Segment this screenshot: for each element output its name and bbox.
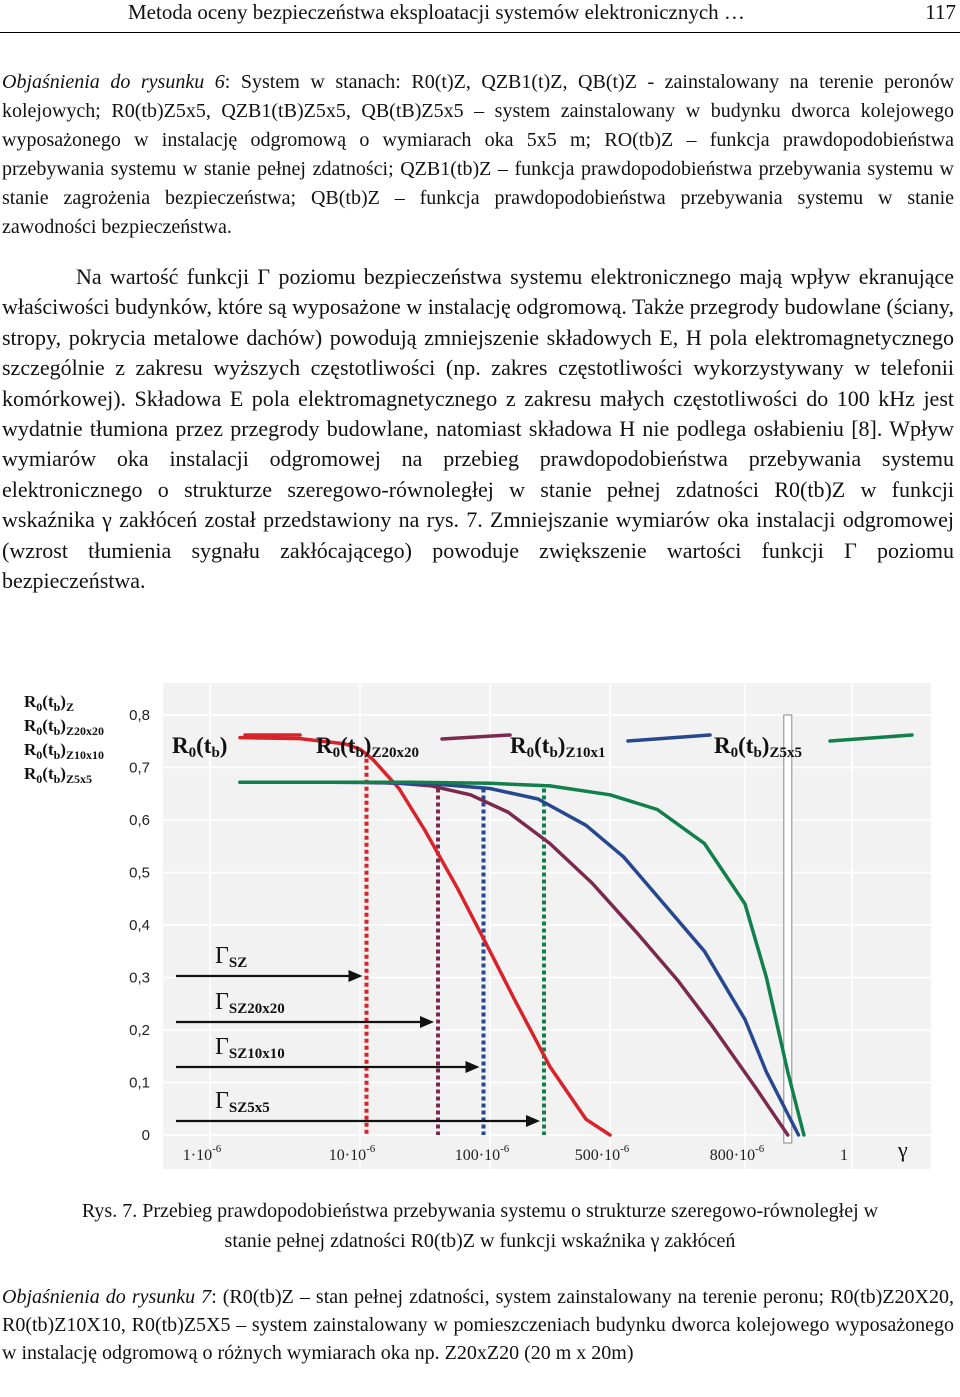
- x-axis-symbol: γ: [898, 1137, 908, 1162]
- explanation-6-lead: Objaśnienia do rysunku 6: [2, 71, 225, 93]
- x-tick-label: $1\cdot 10^{-6}$: [182, 1143, 222, 1164]
- page-number: 117: [925, 0, 956, 24]
- caption-line-2: stanie pełnej zdatności R0(tb)Z w funkcji wskaźnika γ zakłóceń: [224, 1230, 736, 1252]
- y-tick-label: 0,6: [129, 812, 150, 829]
- y-axis-label: $R_0(t_b)_{Z5x5}$: [24, 764, 92, 786]
- legend-label: R0(tb): [172, 733, 228, 761]
- chart-svg: [10, 683, 934, 1169]
- y-axis-label: $R_0(t_b)_Z$: [24, 692, 74, 714]
- explanation-6-text: : System w stanach: R0(t)Z, QZB1(t)Z, QB(t)Z - zainstalowany na terenie peronów kolejowych; R0(tb)Z5x5, QZB1(tB)Z5x5, QB(tB)Z5x5 – system zainstalowany w budynku dworca kolejowego wyposażonego w instalację odgromową o wymiarach oka 5x5 m; RO(tb)Z – funkcja prawdopodobieństwa przebywania systemu w stanie pełnej zdatności; QZB1(tb)Z – funkcja prawdopodobieństwa przebywania systemu w stanie zagrożenia bezpieczeństwa; QB(tb)Z – funkcja prawdopodobieństwa przebywania systemu w stanie zawodności bezpieczeństwa.: [2, 71, 955, 238]
- y-tick-label: 0,1: [129, 1074, 150, 1092]
- y-tick-label: 0: [141, 1127, 150, 1144]
- explanation-7-text: : (R0(tb)Z – stan pełnej zdatności, system zainstalowany na terenie peronu; R0(tb)Z20X20, R0(tb)Z10X10, R0(tb)Z5X5 – system zainstalowany w pomieszczeniach budynku dworca kolejowego wyposażonego w instalację odgromową o różnych wymiarach oka np. Z20xZ20 (20 m x 20m): [2, 1286, 954, 1364]
- y-axis-label: $R_0(t_b)_{Z20x20}$: [24, 716, 104, 738]
- x-tick-label: $500\cdot 10^{-6}$: [574, 1143, 630, 1164]
- x-tick-label: 1: [840, 1147, 848, 1164]
- legend-label: R0(tb)Z20x20: [316, 733, 419, 761]
- y-tick-label: 0,7: [129, 759, 150, 777]
- y-tick-label: 0,5: [129, 864, 150, 882]
- x-tick-label: $10\cdot 10^{-6}$: [328, 1143, 376, 1164]
- explanation-figure-7: [2, 1283, 954, 1367]
- running-title: Metoda oceny bezpieczeństwa eksploatacji systemów elektronicznych …: [128, 0, 745, 24]
- explanation-7-lead: Objaśnienia do rysunku 7: [2, 1286, 212, 1308]
- gamma-label: ΓSZ20x20: [215, 989, 285, 1017]
- x-tick-label: $800\cdot 10^{-6}$: [709, 1143, 765, 1164]
- legend-label: R0(tb)Z5x5: [714, 733, 802, 761]
- gamma-label: ΓSZ10x10: [215, 1034, 285, 1062]
- legend-label: R0(tb)Z10x1: [510, 733, 606, 761]
- body-paragraph: Na wartość funkcji Γ poziomu bezpieczeństwa systemu elektronicznego mają wpływ ekranujące właściwości budynków, które są wyposażone w instalację odgromową. Także przegrody budowlane (ściany, stropy, pokrycia metalowe dachów) powodują zmniejszenie składowych E, H pola elektromagnetycznego szczególnie z zakresu wyższych częstotliwości (np. zakres częstotliwości wykorzystywany w telefonii komórkowej). Składowa E pola elektromagnetycznego z zakresu małych częstotliwości do 100 kHz jest wydatnie tłumiona przez przegrody budowlane, natomiast składowa H nie podlega osłabieniu [8]. Wpływ wymiarów oka instalacji odgromowej na przebieg prawdopodobieństwa przebywania systemu elektronicznego o strukturze szeregowo-równoległej w stanie pełnej zdatności R0(tb)Z w funkcji wskaźnika γ zakłóceń został przedstawiony na rys. 7. Zmniejszanie wymiarów oka instalacji odgromowej (wzrost tłumienia sygnału zakłócającego) powoduje zwiększenie wartości funkcji Γ poziomu bezpieczeństwa.: [2, 264, 954, 594]
- page-header: [0, 0, 960, 33]
- x-tick-label: $100\cdot 10^{-6}$: [454, 1143, 510, 1164]
- caption-line-1: Rys. 7. Przebieg prawdopodobieństwa przebywania systemu o strukturze szeregowo-równoległej w: [81, 1200, 879, 1222]
- figure-7-chart: [10, 683, 934, 1169]
- y-axis-label: $R_0(t_b)_{Z10x10}$: [24, 740, 104, 762]
- figure-caption: [0, 1196, 960, 1256]
- y-tick-label: 0,8: [129, 707, 150, 724]
- gamma-label: ΓSZ: [215, 943, 248, 971]
- explanation-figure-6: [2, 68, 954, 242]
- y-tick-label: 0,4: [129, 917, 150, 934]
- y-tick-label: 0,3: [129, 969, 150, 987]
- gamma-label: ΓSZ5x5: [215, 1088, 270, 1116]
- y-tick-label: 0,2: [129, 1022, 150, 1039]
